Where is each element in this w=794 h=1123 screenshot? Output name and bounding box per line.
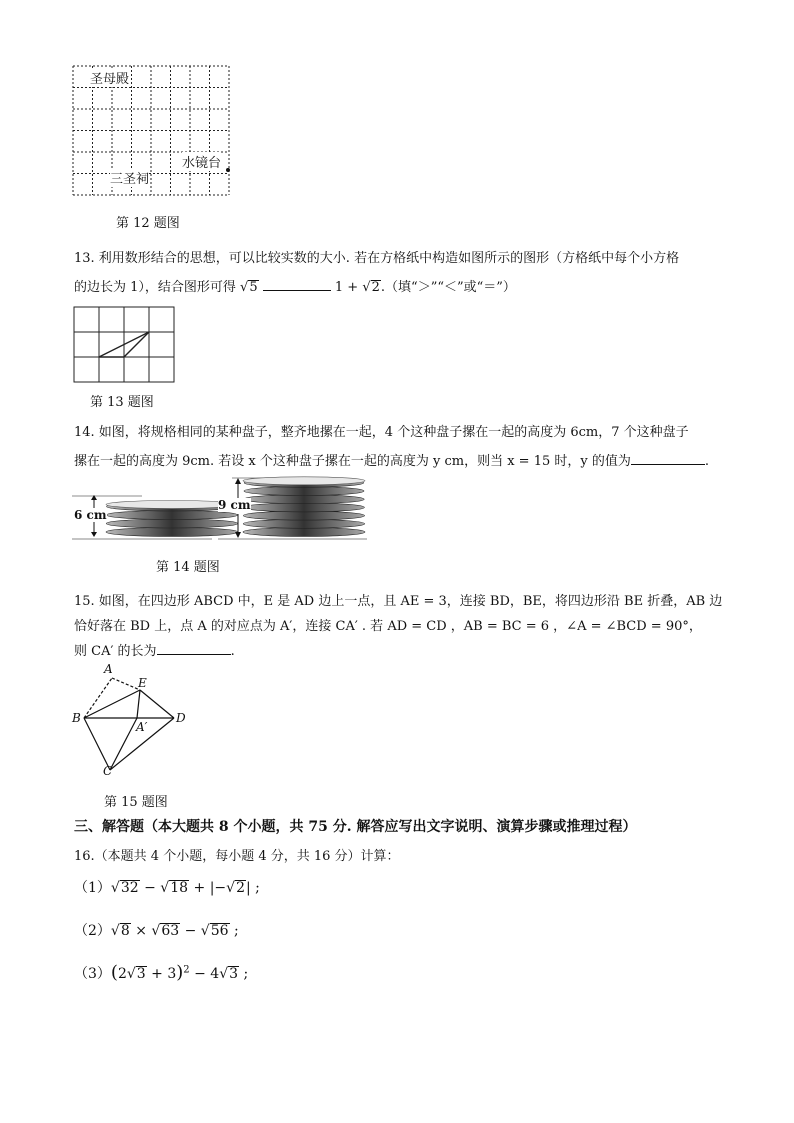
q16-p2-r2: 63 <box>161 923 180 939</box>
fig14-caption: 第 14 题图 <box>156 560 220 575</box>
q15-line3-text: 则 CA′ 的长为 <box>74 644 157 659</box>
q15-line3: 则 CA′ 的长为 . <box>74 644 235 659</box>
fig14-label-9cm: 9 cm <box>218 498 251 512</box>
plate <box>244 487 364 496</box>
q14-line2: 摞在一起的高度为 9cm. 若设 x 个这种盘子摞在一起的高度为 y cm，则当 x = 15 时，y 的值为 . <box>74 454 710 469</box>
q13-line2-b: .（填“＞”“＜”或“＝”） <box>380 280 516 295</box>
q16-p3-label: （3） <box>74 966 111 982</box>
q13-line2 <box>74 276 516 295</box>
q16-part3: $(3)(2√3 + 3)^2 - 4√3$ ; <box>74 962 249 983</box>
fig15-point-A: A <box>104 662 113 676</box>
q13-sqrt5: √5 <box>240 280 258 295</box>
fig12-caption: 第 12 题图 <box>116 216 180 231</box>
q16-p1-label: （1） <box>74 880 111 896</box>
q14-line1: 14. 如图，将规格相同的某种盘子，整齐地摞在一起，4 个这种盘子摞在一起的高度为 6cm，7 个这种盘子 <box>74 425 689 440</box>
q15-answer-blank[interactable] <box>157 642 231 655</box>
q14-answer-blank[interactable] <box>631 452 705 465</box>
q15-line1: 15. 如图，在四边形 ABCD 中，E 是 AD 边上一点，且 AE = 3，连接 BD，BE，将四边形沿 BE 折叠，AB 边 <box>74 594 723 609</box>
fig13-grid <box>73 306 177 384</box>
figure-13 <box>73 306 177 384</box>
plate <box>106 528 238 537</box>
figure-15 <box>70 662 190 778</box>
q16-p2-r3: 56 <box>210 923 229 939</box>
q16-part2: （2）√8 × √63 − √56 ; <box>74 923 239 939</box>
fig15-point-A-prime: A′ <box>136 720 148 734</box>
q15-line2: 恰好落在 BD 上，点 A 的对应点为 A′，连接 CA′ . 若 AD = CD ，AB = BC = 6 ，∠A = ∠BCD = 90°， <box>74 619 702 634</box>
fig12-label-shuijingtai: 水镜台 <box>182 152 221 171</box>
plate <box>244 495 364 504</box>
plate-top <box>243 477 365 485</box>
q14-line2-text: 摞在一起的高度为 9cm. 若设 x 个这种盘子摞在一起的高度为 y cm，则当 x = 15 时，y 的值为 <box>74 454 631 469</box>
q16-p3-exp: 2 <box>183 964 190 976</box>
figure-14 <box>72 476 367 540</box>
q16-p1-r1: 32 <box>120 880 139 896</box>
q13-sqrt2: √2 <box>362 280 380 295</box>
fig13-caption: 第 13 题图 <box>90 395 154 410</box>
plate <box>243 511 364 520</box>
fig14-label-6cm: 6 cm <box>74 508 107 522</box>
fig12-dot <box>226 168 230 172</box>
plate <box>243 519 365 528</box>
q16-p2-label: （2） <box>74 923 111 939</box>
q16-p1-r2: 18 <box>170 880 189 896</box>
plate <box>244 503 365 512</box>
q16-p3-r1: 3 <box>136 966 146 982</box>
q16-p3-r2: 3 <box>229 966 239 982</box>
q13-line2-a: 的边长为 1），结合图形可得 <box>74 280 241 295</box>
fig15-point-B: B <box>72 711 81 725</box>
q16-p2-r1: 8 <box>120 923 130 939</box>
q16-intro: 16.（本题共 4 个小题，每小题 4 分，共 16 分）计算： <box>74 849 400 864</box>
figure-12 <box>72 64 232 199</box>
q16-part1: （1）√32 − √18 + |−√2| ; <box>74 880 260 896</box>
q13-answer-blank[interactable] <box>263 278 331 291</box>
fig15-diagram <box>70 666 190 778</box>
fig12-label-sanshengci: 三圣祠 <box>110 168 149 187</box>
plate <box>106 519 238 528</box>
fig15-caption: 第 15 题图 <box>104 795 168 810</box>
fig15-point-C: C <box>103 764 113 778</box>
q13-line1: 13. 利用数形结合的思想，可以比较实数的大小. 若在方格纸中构造如图所示的图形（方格纸中每个小方格 <box>74 251 680 266</box>
section3-heading: 三、解答题（本大题共 8 个小题，共 75 分. 解答应写出文字说明、演算步骤或推理过程） <box>74 819 637 835</box>
fig12-label-shengmudian: 圣母殿 <box>90 68 129 87</box>
plate <box>243 528 365 537</box>
q16-p1-r3: 2 <box>236 880 245 896</box>
fig15-point-E: E <box>138 676 147 690</box>
q13-one-plus: 1 + <box>334 280 363 295</box>
fig15-point-D: D <box>176 711 186 725</box>
